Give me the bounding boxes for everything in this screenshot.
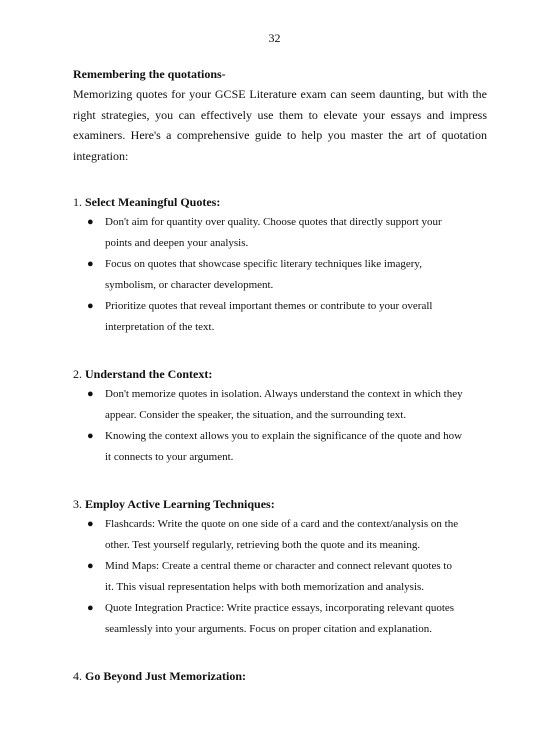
section-number: 1. [73, 195, 82, 209]
bullet-icon: ● [87, 258, 94, 270]
section-4 [73, 666, 487, 686]
bullet-icon: ● [87, 216, 94, 228]
bullet-icon: ● [87, 430, 94, 442]
section-title-text: Understand the Context: [85, 367, 213, 381]
bullet-icon: ● [87, 388, 94, 400]
bullet-icon: ● [87, 560, 94, 572]
section-title [73, 192, 487, 212]
section-title-text: Select Meaningful Quotes: [85, 195, 221, 209]
list-item-line: Knowing the context allows you to explain the significance of the quote and how [105, 430, 463, 442]
list-item-line: Don't aim for quantity over quality. Choose quotes that directly support your [105, 216, 442, 228]
section-2 [73, 364, 487, 468]
list-item [73, 384, 487, 426]
bullet-icon: ● [87, 518, 94, 530]
list-item-line: seamlessly into your arguments. Focus on proper citation and explanation. [105, 623, 432, 635]
list-item-line: appear. Consider the speaker, the situation, and the surrounding text. [105, 409, 407, 421]
page-number: 32 [268, 31, 281, 45]
list-item [73, 598, 487, 640]
section-number: 4. [73, 669, 82, 683]
section-number: 3. [73, 497, 82, 511]
section-title [73, 494, 487, 514]
list-item [73, 254, 487, 296]
list-item [73, 296, 487, 338]
list-item-line: symbolism, or character development. [105, 279, 274, 291]
list-item-line: it connects to your argument. [105, 451, 234, 463]
list-item [73, 426, 487, 468]
section-title [73, 666, 487, 686]
section-number: 2. [73, 367, 82, 381]
section-heading: Remembering the quotations- [73, 67, 226, 81]
list-item-line: Prioritize quotes that reveal important themes or contribute to your overall [105, 300, 433, 312]
list-item-line: it. This visual representation helps with both memorization and analysis. [105, 581, 425, 593]
list-item-line: interpretation of the text. [105, 321, 215, 333]
section-title-text: Go Beyond Just Memorization: [85, 669, 246, 683]
page-content [73, 64, 487, 686]
bullet-icon: ● [87, 300, 94, 312]
intro-paragraph: Memorizing quotes for your GCSE Literature exam can seem daunting, but with the right strategies, you can effectively use them to elevate your essays and impress examiners. Here's a comprehensive guide to help you master the art of quotation integration: [73, 87, 487, 163]
list-item-line: points and deepen your analysis. [105, 237, 249, 249]
section-title-text: Employ Active Learning Techniques: [85, 497, 275, 511]
bullet-list [73, 514, 487, 640]
list-item [73, 556, 487, 598]
list-item-line: other. Test yourself regularly, retrieving both the quote and its meaning. [105, 539, 421, 551]
list-item-line: Focus on quotes that showcase specific literary techniques like imagery, [105, 258, 422, 270]
bullet-list [73, 212, 487, 338]
bullet-list [73, 384, 487, 468]
list-item [73, 514, 487, 556]
list-item-line: Don't memorize quotes in isolation. Always understand the context in which they [105, 388, 463, 400]
list-item-line: Quote Integration Practice: Write practice essays, incorporating relevant quotes [105, 602, 455, 614]
section-1 [73, 192, 487, 338]
list-item-line: Mind Maps: Create a central theme or character and connect relevant quotes to [105, 560, 452, 572]
list-item-line: Flashcards: Write the quote on one side of a card and the context/analysis on the [105, 518, 459, 530]
list-item [73, 212, 487, 254]
section-3 [73, 494, 487, 640]
bullet-icon: ● [87, 602, 94, 614]
section-title [73, 364, 487, 384]
